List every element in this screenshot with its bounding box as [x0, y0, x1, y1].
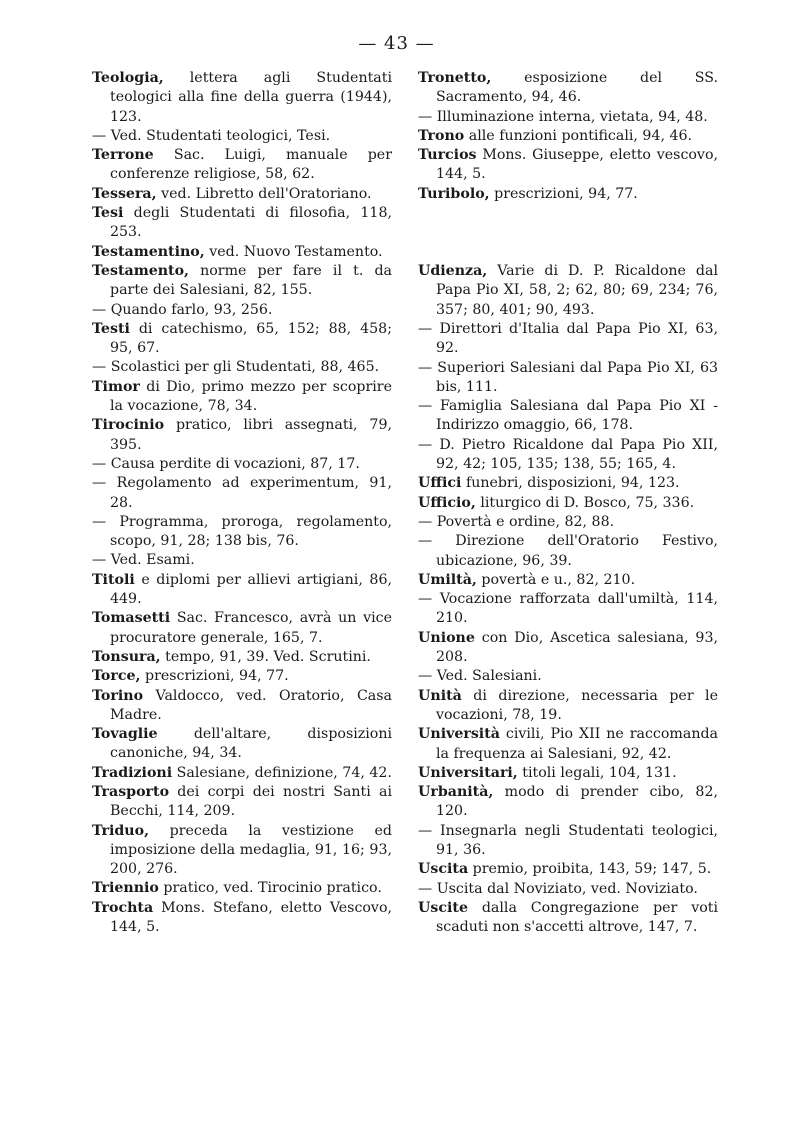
entry-text: — Quando farlo, 93, 256. [92, 301, 273, 318]
entry-heading: Torce, [92, 668, 141, 685]
index-entry [418, 436, 718, 475]
entry-heading: Trochta [92, 899, 154, 916]
index-entry [92, 571, 392, 610]
entry-text: norme per fare il t. da parte dei Salesiani, 82, 155. [110, 262, 392, 299]
entry-text: tempo, 91, 39. Ved. Scrutini. [160, 648, 371, 665]
index-entry [92, 609, 392, 648]
left-column [92, 69, 392, 937]
index-entry [418, 532, 718, 571]
entry-heading: Udienza, [418, 263, 488, 280]
index-entry [418, 783, 718, 822]
index-entry [92, 725, 392, 764]
entry-text: pratico, ved. Tirocinio pratico. [158, 880, 382, 897]
entry-heading: Unione [418, 629, 475, 646]
index-entry [92, 667, 392, 686]
index-entry [418, 667, 718, 686]
index-entry [92, 455, 392, 474]
index-entry [92, 879, 392, 898]
index-entry [92, 185, 392, 204]
index-entry [418, 397, 718, 436]
entry-text: Valdocco, ved. Oratorio, Casa Madre. [110, 687, 392, 723]
page-number: — 43 — [358, 33, 435, 54]
entry-text: — Povertà e ordine, 82, 88. [418, 513, 615, 530]
index-entry [92, 783, 392, 822]
entry-text: ved. Libretto dell'Oratoriano. [156, 185, 372, 202]
index-entry [92, 146, 392, 185]
entry-text: — Scolastici per gli Studentati, 88, 465. [92, 359, 380, 376]
index-entry [418, 359, 718, 398]
index-entry [418, 108, 718, 127]
index-entry [92, 262, 392, 301]
index-entry [92, 358, 392, 377]
index-entry [92, 320, 392, 359]
entry-text: alle funzioni pontificali, 94, 46. [464, 127, 693, 144]
entry-heading: Uffici [418, 475, 462, 492]
entry-text: dell'altare, disposizioni canoniche, 94, 34. [110, 726, 392, 762]
entry-text: liturgico di D. Bosco, 75, 336. [475, 494, 695, 511]
entry-text: Sac. Francesco, avrà un vice procuratore generale, 165, 7. [110, 610, 392, 646]
entry-heading: Testamento, [92, 262, 189, 279]
entry-heading: Turibolo, [418, 185, 490, 202]
entry-heading: Urbanità, [418, 784, 494, 801]
entry-text: preceda la vestizione ed imposizione della medaglia, 91, 16; 93, 200, 276. [110, 822, 392, 878]
entry-text: Varie di D. P. Ricaldone dal Papa Pio XI, 58, 2; 62, 80; 69, 234; 76, 357; 80, 401; 90, 493. [436, 263, 718, 318]
index-entry [418, 494, 718, 513]
entry-heading: Turcios [418, 147, 477, 164]
index-entry [418, 899, 718, 938]
index-entry [418, 629, 718, 668]
index-entry [418, 822, 718, 861]
entry-text: — Vocazione rafforzata dall'umiltà, 114, 210. [418, 591, 718, 627]
index-entry [92, 416, 392, 455]
entry-heading: Tradizioni [92, 764, 173, 781]
entry-text: dalla Congregazione per voti scaduti non s'accetti altrove, 147, 7. [436, 899, 718, 936]
entry-text: dei corpi dei nostri Santi ai Becchi, 114, 209. [110, 783, 392, 820]
index-entry [418, 764, 718, 783]
entry-heading: Università [418, 726, 500, 743]
entry-heading: Unità [418, 687, 462, 704]
entry-heading: Testi [92, 320, 130, 337]
entry-text: — Insegnarla negli Studentati teologici, 91, 36. [418, 822, 718, 858]
entry-text: Salesiane, definizione, 74, 42. [172, 764, 392, 781]
index-entry [92, 764, 392, 783]
entry-heading: Titoli [92, 571, 135, 588]
entry-heading: Tesi [92, 205, 124, 222]
entry-heading: Torino [92, 687, 144, 704]
index-entry [92, 243, 392, 262]
index-entry [92, 551, 392, 570]
entry-text: — Direzione dell'Oratorio Festivo, ubicazione, 96, 39. [418, 533, 718, 569]
entry-text: degli Studentati di filosofia, 118, 253. [110, 205, 392, 241]
entry-text: di direzione, necessaria per le vocazioni, 78, 19. [436, 687, 718, 723]
index-entry [92, 378, 392, 417]
entry-heading: Uscita [418, 861, 469, 878]
entry-heading: Tessera, [92, 185, 157, 202]
index-entry [92, 204, 392, 243]
index-entry [418, 687, 718, 726]
index-entry [92, 474, 392, 513]
entry-heading: Triduo, [92, 822, 150, 839]
entry-text: Mons. Giuseppe, eletto vescovo, 144, 5. [436, 147, 718, 183]
entry-heading: Tronetto, [418, 70, 492, 86]
index-entry [418, 513, 718, 532]
index-entry [92, 127, 392, 146]
entry-heading: Trasporto [92, 783, 170, 800]
entry-heading: Tirocinio [92, 417, 165, 434]
entry-text: — D. Pietro Ricaldone dal Papa Pio XII, 92, 42; 105, 135; 138, 55; 165, 4. [418, 436, 718, 473]
right-column-u-section [418, 262, 718, 937]
index-entry [418, 127, 718, 146]
index-entry [92, 687, 392, 726]
entry-text: premio, proibita, 143, 59; 147, 5. [468, 861, 712, 878]
entry-text: di catechismo, 65, 152; 88, 458; 95, 67. [110, 320, 392, 357]
entry-text: modo di prender cibo, 82, 120. [436, 784, 718, 820]
entry-text: di Dio, primo mezzo per scoprire la vocazione, 78, 34. [110, 378, 392, 415]
entry-text: — Ved. Esami. [92, 552, 195, 569]
entry-text: civili, Pio XII ne raccomanda la frequenza ai Salesiani, 92, 42. [436, 726, 718, 762]
entry-text: pratico, libri assegnati, 79, 395. [110, 417, 392, 453]
right-column [418, 69, 718, 937]
index-entry [418, 571, 718, 590]
index-entry [418, 69, 718, 108]
entry-text: con Dio, Ascetica salesiana, 93, 208. [436, 629, 718, 666]
entry-text: — Ved. Salesiani. [418, 668, 542, 685]
right-column-t-section [418, 69, 718, 204]
entry-heading: Triennio [92, 880, 159, 897]
entry-text: — Famiglia Salesiana dal Papa Pio XI - Indirizzo omaggio, 66, 178. [418, 398, 718, 434]
index-entry [418, 320, 718, 359]
entry-heading: Ufficio, [418, 494, 476, 511]
index-entry [92, 513, 392, 552]
entry-text: prescrizioni, 94, 77. [489, 185, 638, 202]
index-entry [418, 262, 718, 320]
entry-text: ved. Nuovo Testamento. [204, 243, 383, 260]
entry-heading: Teologia, [92, 70, 164, 86]
entry-heading: Universitari, [418, 764, 518, 781]
entry-heading: Uscite [418, 899, 468, 916]
entry-text: — Direttori d'Italia dal Papa Pio XI, 63, 92. [418, 320, 718, 357]
index-entry [418, 146, 718, 185]
entry-heading: Testamentino, [92, 243, 205, 260]
index-entry [418, 185, 718, 204]
entry-text: e diplomi per allievi artigiani, 86, 449. [110, 571, 392, 608]
index-entry [418, 590, 718, 629]
entry-text: — Uscita dal Noviziato, ved. Noviziato. [418, 880, 698, 897]
entry-text: esposizione del SS. Sacramento, 94, 46. [436, 70, 718, 106]
entry-text: — Programma, proroga, regolamento, scopo, 91, 28; 138 bis, 76. [92, 513, 392, 550]
entry-heading: Umiltà, [418, 571, 477, 588]
entry-text: lettera agli Studentati teologici alla fine della guerra (1944), 123. [110, 70, 392, 125]
index-entry [92, 899, 392, 938]
index-entry [92, 822, 392, 880]
entry-text: povertà e u., 82, 210. [476, 571, 636, 588]
entry-text: funebri, disposizioni, 94, 123. [461, 475, 680, 492]
entry-text: — Causa perdite di vocazioni, 87, 17. [92, 455, 360, 472]
entry-heading: Tovaglie [92, 726, 158, 743]
entry-text: Sac. Luigi, manuale per conferenze religiose, 58, 62. [110, 147, 392, 183]
entry-text: — Superiori Salesiani dal Papa Pio XI, 63 bis, 111. [418, 359, 718, 395]
index-entry [418, 880, 718, 899]
entry-heading: Terrone [92, 147, 154, 164]
entry-text: — Regolamento ad experimentum, 91, 28. [92, 475, 392, 511]
index-entry [418, 725, 718, 764]
entry-text: Mons. Stefano, eletto Vescovo, 144, 5. [110, 899, 392, 936]
entry-text: — Illuminazione interna, vietata, 94, 48. [418, 108, 708, 125]
entry-text: prescrizioni, 94, 77. [140, 668, 289, 685]
entry-heading: Tonsura, [92, 648, 161, 665]
index-entry [418, 474, 718, 493]
index-entry [92, 69, 392, 127]
entry-heading: Trono [418, 127, 465, 144]
entry-heading: Timor [92, 378, 140, 395]
index-entry [418, 860, 718, 879]
entry-text: — Ved. Studentati teologici, Tesi. [92, 127, 331, 144]
index-entry [92, 301, 392, 320]
index-entry [92, 648, 392, 667]
entry-heading: Tomasetti [92, 610, 171, 627]
letter-section-gap [418, 204, 718, 262]
entry-text: titoli legali, 104, 131. [517, 764, 677, 781]
